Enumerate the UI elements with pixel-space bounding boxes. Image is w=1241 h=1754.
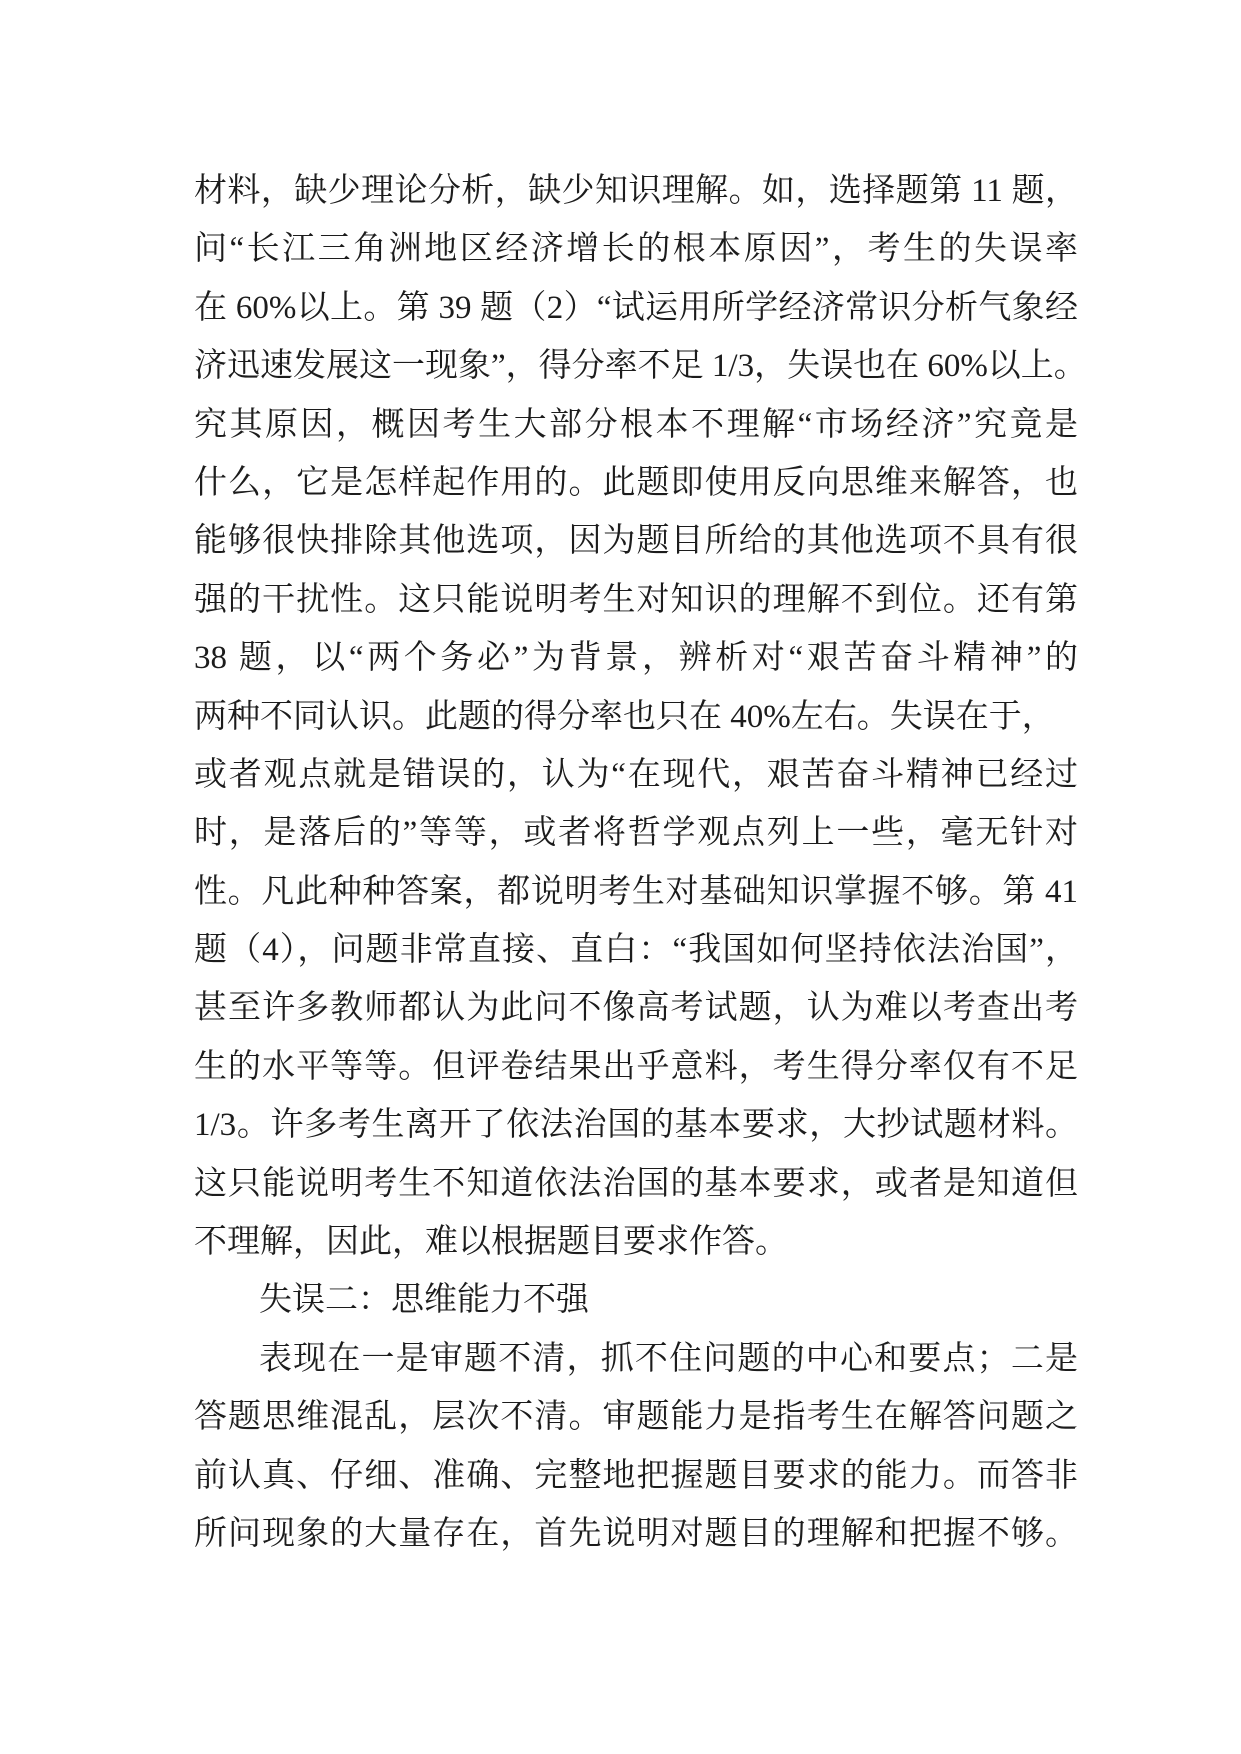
paragraph-line: 甚至许多教师都认为此问不像高考试题，认为难以考查出考 xyxy=(194,990,1078,1027)
paragraph-1 xyxy=(194,162,1087,1271)
section-heading: 失误二：思维能力不强 xyxy=(259,1282,589,1319)
paragraph-line: 1/3。许多考生离开了依法治国的基本要求，大抄试题材料。 xyxy=(194,1107,1078,1144)
paragraph-line: 材料，缺少理论分析，缺少知识理解。如，选择题第 11 题， xyxy=(194,173,1078,209)
paragraph-line: 不理解，因此，难以根据题目要求作答。 xyxy=(194,1224,788,1261)
paragraph-line: 在 60%以上。第 39 题（2）“试运用所学经济常识分析气象经 xyxy=(194,289,1078,326)
paragraph-line: 38 题，以“两个务必”为背景，辨析对“艰苦奋斗精神”的 xyxy=(194,640,1078,677)
paragraph-line: 前认真、仔细、准确、完整地把握题目要求的能力。而答非 xyxy=(194,1457,1078,1494)
paragraph-2 xyxy=(194,1330,1078,1564)
paragraph-line: 表现在一是审题不清，抓不住问题的中心和要点；二是 xyxy=(259,1340,1078,1377)
paragraph-line: 生的水平等等。但评卷结果出乎意料，考生得分率仅有不足 xyxy=(194,1048,1078,1085)
paragraph-line: 时，是落后的”等等，或者将哲学观点列上一些，毫无针对 xyxy=(194,815,1078,852)
paragraph-line: 能够很快排除其他选项，因为题目所给的其他选项不具有很 xyxy=(194,523,1078,560)
paragraph-line: 题（4），问题非常直接、直白：“我国如何坚持依法治国”， xyxy=(194,932,1078,969)
paragraph-line: 究其原因，概因考生大部分根本不理解“市场经济”究竟是 xyxy=(194,406,1078,443)
paragraph-line: 所问现象的大量存在，首先说明对题目的理解和把握不够。 xyxy=(194,1515,1078,1552)
document-body xyxy=(194,162,1087,1563)
paragraph-line: 两种不同认识。此题的得分率也只在 40%左右。失误在于， xyxy=(194,698,1055,735)
paragraph-line: 强的干扰性。这只能说明考生对知识的理解不到位。还有第 xyxy=(194,581,1078,618)
paragraph-line: 什么，它是怎样起作用的。此题即使用反向思维来解答，也 xyxy=(194,464,1078,501)
paragraph-line: 或者观点就是错误的，认为“在现代，艰苦奋斗精神已经过 xyxy=(194,756,1078,793)
paragraph-line: 答题思维混乱，层次不清。审题能力是指考生在解答问题之 xyxy=(194,1399,1078,1436)
paragraph-line: 这只能说明考生不知道依法治国的基本要求，或者是知道但 xyxy=(194,1165,1078,1202)
paragraph-line: 济迅速发展这一现象”，得分率不足 1/3，失误也在 60%以上。 xyxy=(194,348,1087,385)
paragraph-line: 问“长江三角洲地区经济增长的根本原因”，考生的失误率 xyxy=(194,231,1078,268)
paragraph-line: 性。凡此种种答案，都说明考生对基础知识掌握不够。第 41 xyxy=(194,873,1078,910)
